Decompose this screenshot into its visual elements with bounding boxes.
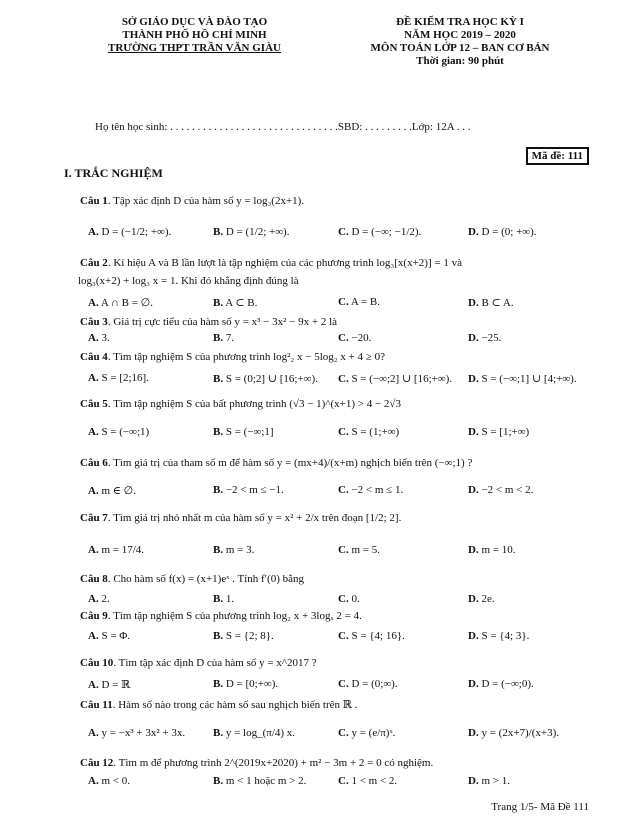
option-d: D. 2e. (468, 593, 495, 605)
option-a: A. m ∈ ∅. (88, 485, 136, 497)
question-text: . Tập xác định D của hàm số y = log₃(2x+1). (107, 195, 305, 207)
option-b: B. D = [0;+∞). (213, 678, 279, 690)
option-c: C. A = B. (338, 296, 380, 308)
option-a: A. S = [2;16]. (88, 372, 149, 384)
option-a: A. 3. (88, 332, 110, 344)
option-b: B. −2 < m ≤ −1. (213, 484, 284, 496)
option-b: B. m = 3. (213, 544, 255, 556)
option-b: B. A ⊂ B. (213, 297, 258, 309)
question-number: Câu 8 (80, 573, 108, 585)
option-d: D. −25. (468, 332, 502, 344)
option-b: B. S = (0;2] ∪ [16;+∞). (213, 373, 318, 385)
question-9 (80, 610, 362, 622)
option-b: B. S = {2; 8}. (213, 630, 274, 642)
section-title: I. TRẮC NGHIỆM (64, 166, 163, 180)
school-year: NĂM HỌC 2019 – 2020 (404, 29, 516, 41)
question-text-cont: log₃(x+2) + log₃ x = 1. Khi đó khẳng định đúng là (78, 275, 299, 287)
question-10 (80, 657, 317, 669)
option-a: A. y = −x³ + 3x² + 3x. (88, 727, 186, 739)
option-a: A. S = (−∞;1) (88, 426, 150, 438)
question-number: Câu 1 (80, 195, 108, 207)
school-name: TRƯỜNG THPT TRẦN VĂN GIÀU (108, 42, 281, 54)
option-a: A. m < 0. (88, 775, 130, 787)
option-c: C. y = (e/π)ˣ. (338, 727, 396, 739)
exam-code-box: Mã đề: 111 (526, 147, 589, 165)
question-number: Câu 4 (80, 351, 108, 363)
question-text: . Giá trị cực tiểu của hàm số y = x³ − 3x² − 9x + 2 là (107, 316, 338, 328)
option-c: C. m = 5. (338, 544, 380, 556)
question-text: . Tìm tập nghiệm S của bất phương trình (√3 − 1)^(x+1) > 4 − 2√3 (107, 398, 401, 410)
option-c: C. S = (1;+∞) (338, 426, 400, 438)
city-name: THÀNH PHỐ HỒ CHÍ MINH (122, 29, 267, 41)
option-d: D. D = (0; +∞). (468, 226, 537, 238)
option-d: D. S = [1;+∞) (468, 426, 530, 438)
question-text: . Tìm tập nghiệm S của phương trình log₂ x + 3logₓ 2 = 4. (107, 610, 362, 622)
subject: MÔN TOÁN LỚP 12 – BAN CƠ BẢN (370, 42, 550, 54)
question-text: . Tìm giá trị của tham số m để hàm số y = (mx+4)/(x+m) nghịch biến trên (−∞;1) ? (107, 457, 473, 469)
option-c: C. D = (0;∞). (338, 678, 398, 690)
question-number: Câu 2 (80, 257, 108, 269)
question-8 (80, 573, 304, 585)
question-number: Câu 3 (80, 316, 108, 328)
question-number: Câu 5 (80, 398, 108, 410)
option-c: C. 1 < m < 2. (338, 775, 398, 787)
question-4 (80, 351, 385, 363)
option-c: C. D = (−∞; −1/2). (338, 226, 422, 238)
question-text: . Hàm số nào trong các hàm số sau nghịch biến trên ℝ . (112, 699, 358, 711)
option-a: A. S = Φ. (88, 630, 131, 642)
question-3 (80, 316, 337, 328)
option-d: D. S = {4; 3}. (468, 630, 530, 642)
option-c: C. S = (−∞;2] ∪ [16;+∞). (338, 373, 453, 385)
question-11 (80, 698, 357, 711)
exam-title: ĐỀ KIỂM TRA HỌC KỲ I (396, 16, 524, 28)
option-b: B. D = (1/2; +∞). (213, 226, 290, 238)
option-b: B. m < 1 hoặc m > 2. (213, 775, 307, 787)
option-a: A. A ∩ B = ∅. (88, 297, 153, 309)
page-footer: Trang 1/5- Mã Đề 111 (491, 801, 589, 813)
option-b: B. y = log_(π/4) x. (213, 727, 296, 739)
question-number: Câu 9 (80, 610, 108, 622)
question-number: Câu 7 (80, 512, 108, 524)
option-d: D. D = (−∞;0). (468, 678, 534, 690)
option-b: B. S = (−∞;1] (213, 426, 274, 438)
question-text: . Tìm giá trị nhỏ nhất m của hàm số y = x² + 2/x trên đoạn [1/2; 2]. (107, 512, 402, 524)
question-2 (80, 257, 462, 287)
department-name: SỞ GIÁO DỤC VÀ ĐÀO TẠO (121, 16, 268, 28)
option-d: D. −2 < m < 2. (468, 484, 534, 496)
question-number: Câu 6 (80, 457, 108, 469)
option-c: C. 0. (338, 593, 360, 605)
option-b: B. 1. (213, 593, 235, 605)
option-a: A. 2. (88, 593, 110, 605)
school-header (82, 16, 307, 55)
exam-header (330, 16, 590, 68)
question-text: . Tìm tập nghiệm S của phương trình log²₂ x − 5log₂ x + 4 ≥ 0? (107, 351, 385, 363)
question-6 (80, 457, 472, 469)
option-d: D. m > 1. (468, 775, 510, 787)
question-7 (80, 512, 401, 524)
question-text: . Kí hiệu A và B lần lượt là tập nghiệm của các phương trình log₃[x(x+2)] = 1 và (107, 257, 462, 269)
question-5 (80, 398, 401, 410)
question-number: Câu 12 (80, 757, 114, 769)
question-number: Câu 11 (80, 699, 113, 711)
option-c: C. −2 < m ≤ 1. (338, 484, 404, 496)
option-a: A. D = ℝ (88, 679, 131, 691)
option-d: D. S = (−∞;1] ∪ [4;+∞). (468, 373, 577, 385)
question-1 (80, 195, 304, 207)
option-d: D. y = (2x+7)/(x+3). (468, 727, 560, 739)
option-c: C. S = {4; 16}. (338, 630, 405, 642)
question-text: . Tìm tập xác định D của hàm số y = x^2017 ? (113, 657, 317, 669)
option-d: D. B ⊂ A. (468, 297, 514, 309)
option-a: A. m = 17/4. (88, 544, 145, 556)
question-12 (80, 757, 433, 769)
question-text: . Cho hàm số f(x) = (x+1)eˣ . Tính f′(0) bằng (107, 573, 305, 585)
option-a: A. D = (−1/2; +∞). (88, 226, 172, 238)
option-c: C. −20. (338, 332, 372, 344)
student-info-line: Họ tên học sinh: . . . . . . . . . . . . . . . . . . . . . . . . . . . . . . .SBD: . . . . . . . . .Lớp: 12A . . . (95, 121, 471, 133)
option-d: D. m = 10. (468, 544, 516, 556)
option-b: B. 7. (213, 332, 235, 344)
question-number: Câu 10 (80, 657, 114, 669)
duration: Thời gian: 90 phút (416, 55, 504, 67)
question-text: . Tìm m để phương trình 2^(2019x+2020) + m² − 3m + 2 = 0 có nghiệm. (113, 757, 434, 769)
